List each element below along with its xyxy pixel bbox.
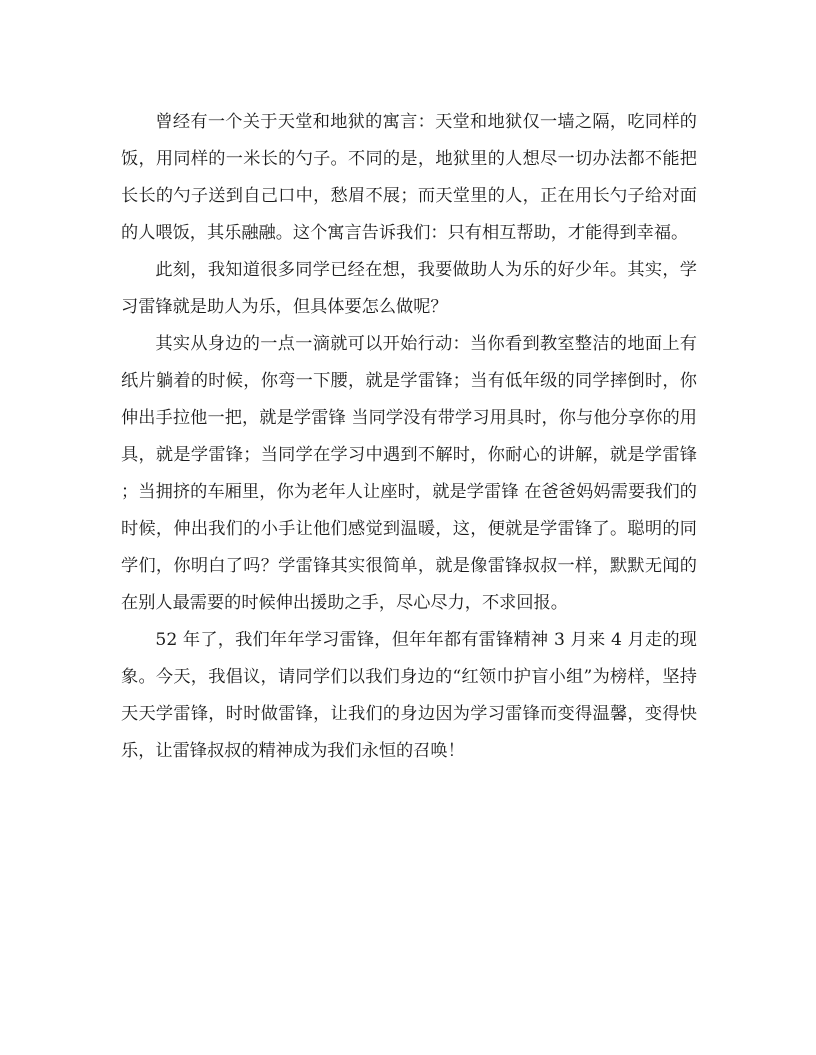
paragraph-question: 此刻，我知道很多同学已经在想，我要做助人为乐的好少年。其实，学习雷锋就是助人为乐，但具体要怎么做呢？ [121,260,697,317]
paragraph-proposal: 52 年了，我们年年学习雷锋，但年年都有雷锋精神 3 月来 4 月走的现象。今天，我倡议，请同学们以我们身边的“红领巾护盲小组”为榜样，坚持天天学雷锋，时时做雷锋，让我们的身边因为学习雷锋而变得温馨，变得快乐，让雷锋叔叔的精神成为我们永恒的召唤！ [121,630,697,761]
body-text [121,104,697,770]
paragraph-actions: 其实从身边的一点一滴就可以开始行动：当你看到教室整洁的地面上有纸片躺着的时候，你弯一下腰，就是学雷锋；当有低年级的同学摔倒时，你伸出手拉他一把，就是学雷锋 当同学没有带学习用具时，你与他分享你的用具，就是学雷锋；当同学在学习中遇到不解时，你耐心的讲解，就是学雷锋；当拥挤的车厢里，你为老年人让座时，就是学雷锋 在爸爸妈妈需要我们的时候，伸出我们的小手让他们感觉到温暖，这，便就是学雷锋了。聪明的同学们，你明白了吗？学雷锋其实很简单，就是像雷锋叔叔一样，默默无闻的在别人最需要的时候伸出援助之手，尽心尽力，不求回报。 [121,334,697,613]
paragraph-fable: 曾经有一个关于天堂和地狱的寓言：天堂和地狱仅一墙之隔，吃同样的饭，用同样的一米长的勺子。不同的是，地狱里的人想尽一切办法都不能把长长的勺子送到自己口中，愁眉不展；而天堂里的人，正在用长勺子给对面的人喂饭，其乐融融。这个寓言告诉我们：只有相互帮助，才能得到幸福。 [121,112,697,243]
